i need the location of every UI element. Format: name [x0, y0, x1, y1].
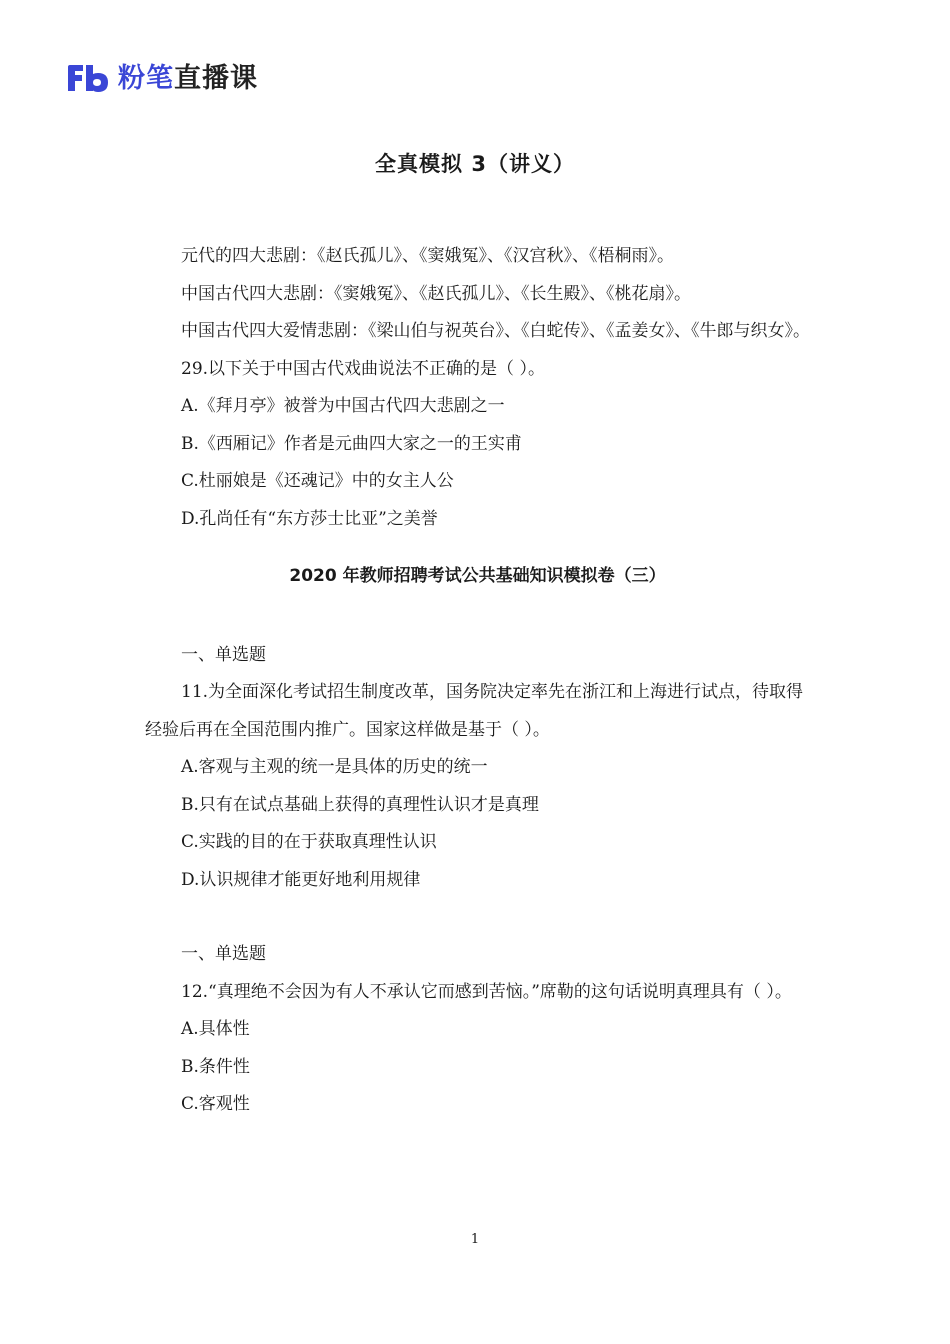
- question-29-option-d: D.孔尚任有“东方莎士比亚”之美誉: [181, 508, 438, 529]
- note-paragraph: 中国古代四大爱情悲剧：《梁山伯与祝英台》、《白蛇传》、《孟姜女》、《牛郎与织女》。: [181, 321, 810, 341]
- note-paragraph: 元代的四大悲剧：《赵氏孤儿》、《窦娥冤》、《汉宫秋》、《梧桐雨》。: [181, 246, 674, 266]
- question-11-stem: 11.为全面深化考试招生制度改革，国务院决定率先在浙江和上海进行试点，待取得经验后再在全国范围内推广。国家这样做是基于（ ）。: [145, 682, 804, 740]
- question-29-option-a: A.《拜月亭》被誉为中国古代四大悲剧之一: [181, 396, 505, 416]
- question-29-option-c: C.杜丽娘是《还魂记》中的女主人公: [181, 471, 454, 491]
- logo-rest-text: 直播课: [174, 62, 258, 94]
- question-29-option-b: B.《西厢记》作者是元曲四大家之一的王实甫: [181, 433, 522, 454]
- question-29-stem: 29.以下关于中国古代戏曲说法不正确的是（ ）。: [181, 358, 545, 379]
- logo-brand-text: 粉笔: [118, 62, 174, 94]
- document-title: 全真模拟 3（讲义）: [375, 152, 575, 176]
- question-12-type: 一、单选题: [181, 944, 266, 964]
- exam-section-title: 2020 年教师招聘考试公共基础知识模拟卷（三）: [289, 566, 666, 586]
- question-12-option-a: A.具体性: [181, 1019, 250, 1039]
- question-12-option-c: C.客观性: [181, 1094, 250, 1114]
- question-11-option-c: C.实践的目的在于获取真理性认识: [181, 832, 437, 852]
- brand-logo: [66, 58, 258, 98]
- question-12-stem: 12.“真理绝不会因为有人不承认它而感到苦恼。”席勒的这句话说明真理具有（ ）。: [181, 981, 792, 1002]
- question-11-option-b: B.只有在试点基础上获得的真理性认识才是真理: [181, 794, 539, 815]
- question-11-type: 一、单选题: [181, 644, 266, 665]
- question-11-option-d: D.认识规律才能更好地利用规律: [181, 869, 421, 890]
- question-12-option-b: B.条件性: [181, 1056, 250, 1077]
- page-number: 1: [470, 1232, 480, 1247]
- logo-wordmark: [118, 62, 258, 94]
- note-paragraph: 中国古代四大悲剧：《窦娥冤》、《赵氏孤儿》、《长生殿》、《桃花扇》。: [181, 283, 691, 304]
- document-body: [145, 238, 810, 1124]
- question-11-option-a: A.客观与主观的统一是具体的历史的统一: [181, 757, 488, 777]
- fb-logo-icon: [66, 63, 110, 93]
